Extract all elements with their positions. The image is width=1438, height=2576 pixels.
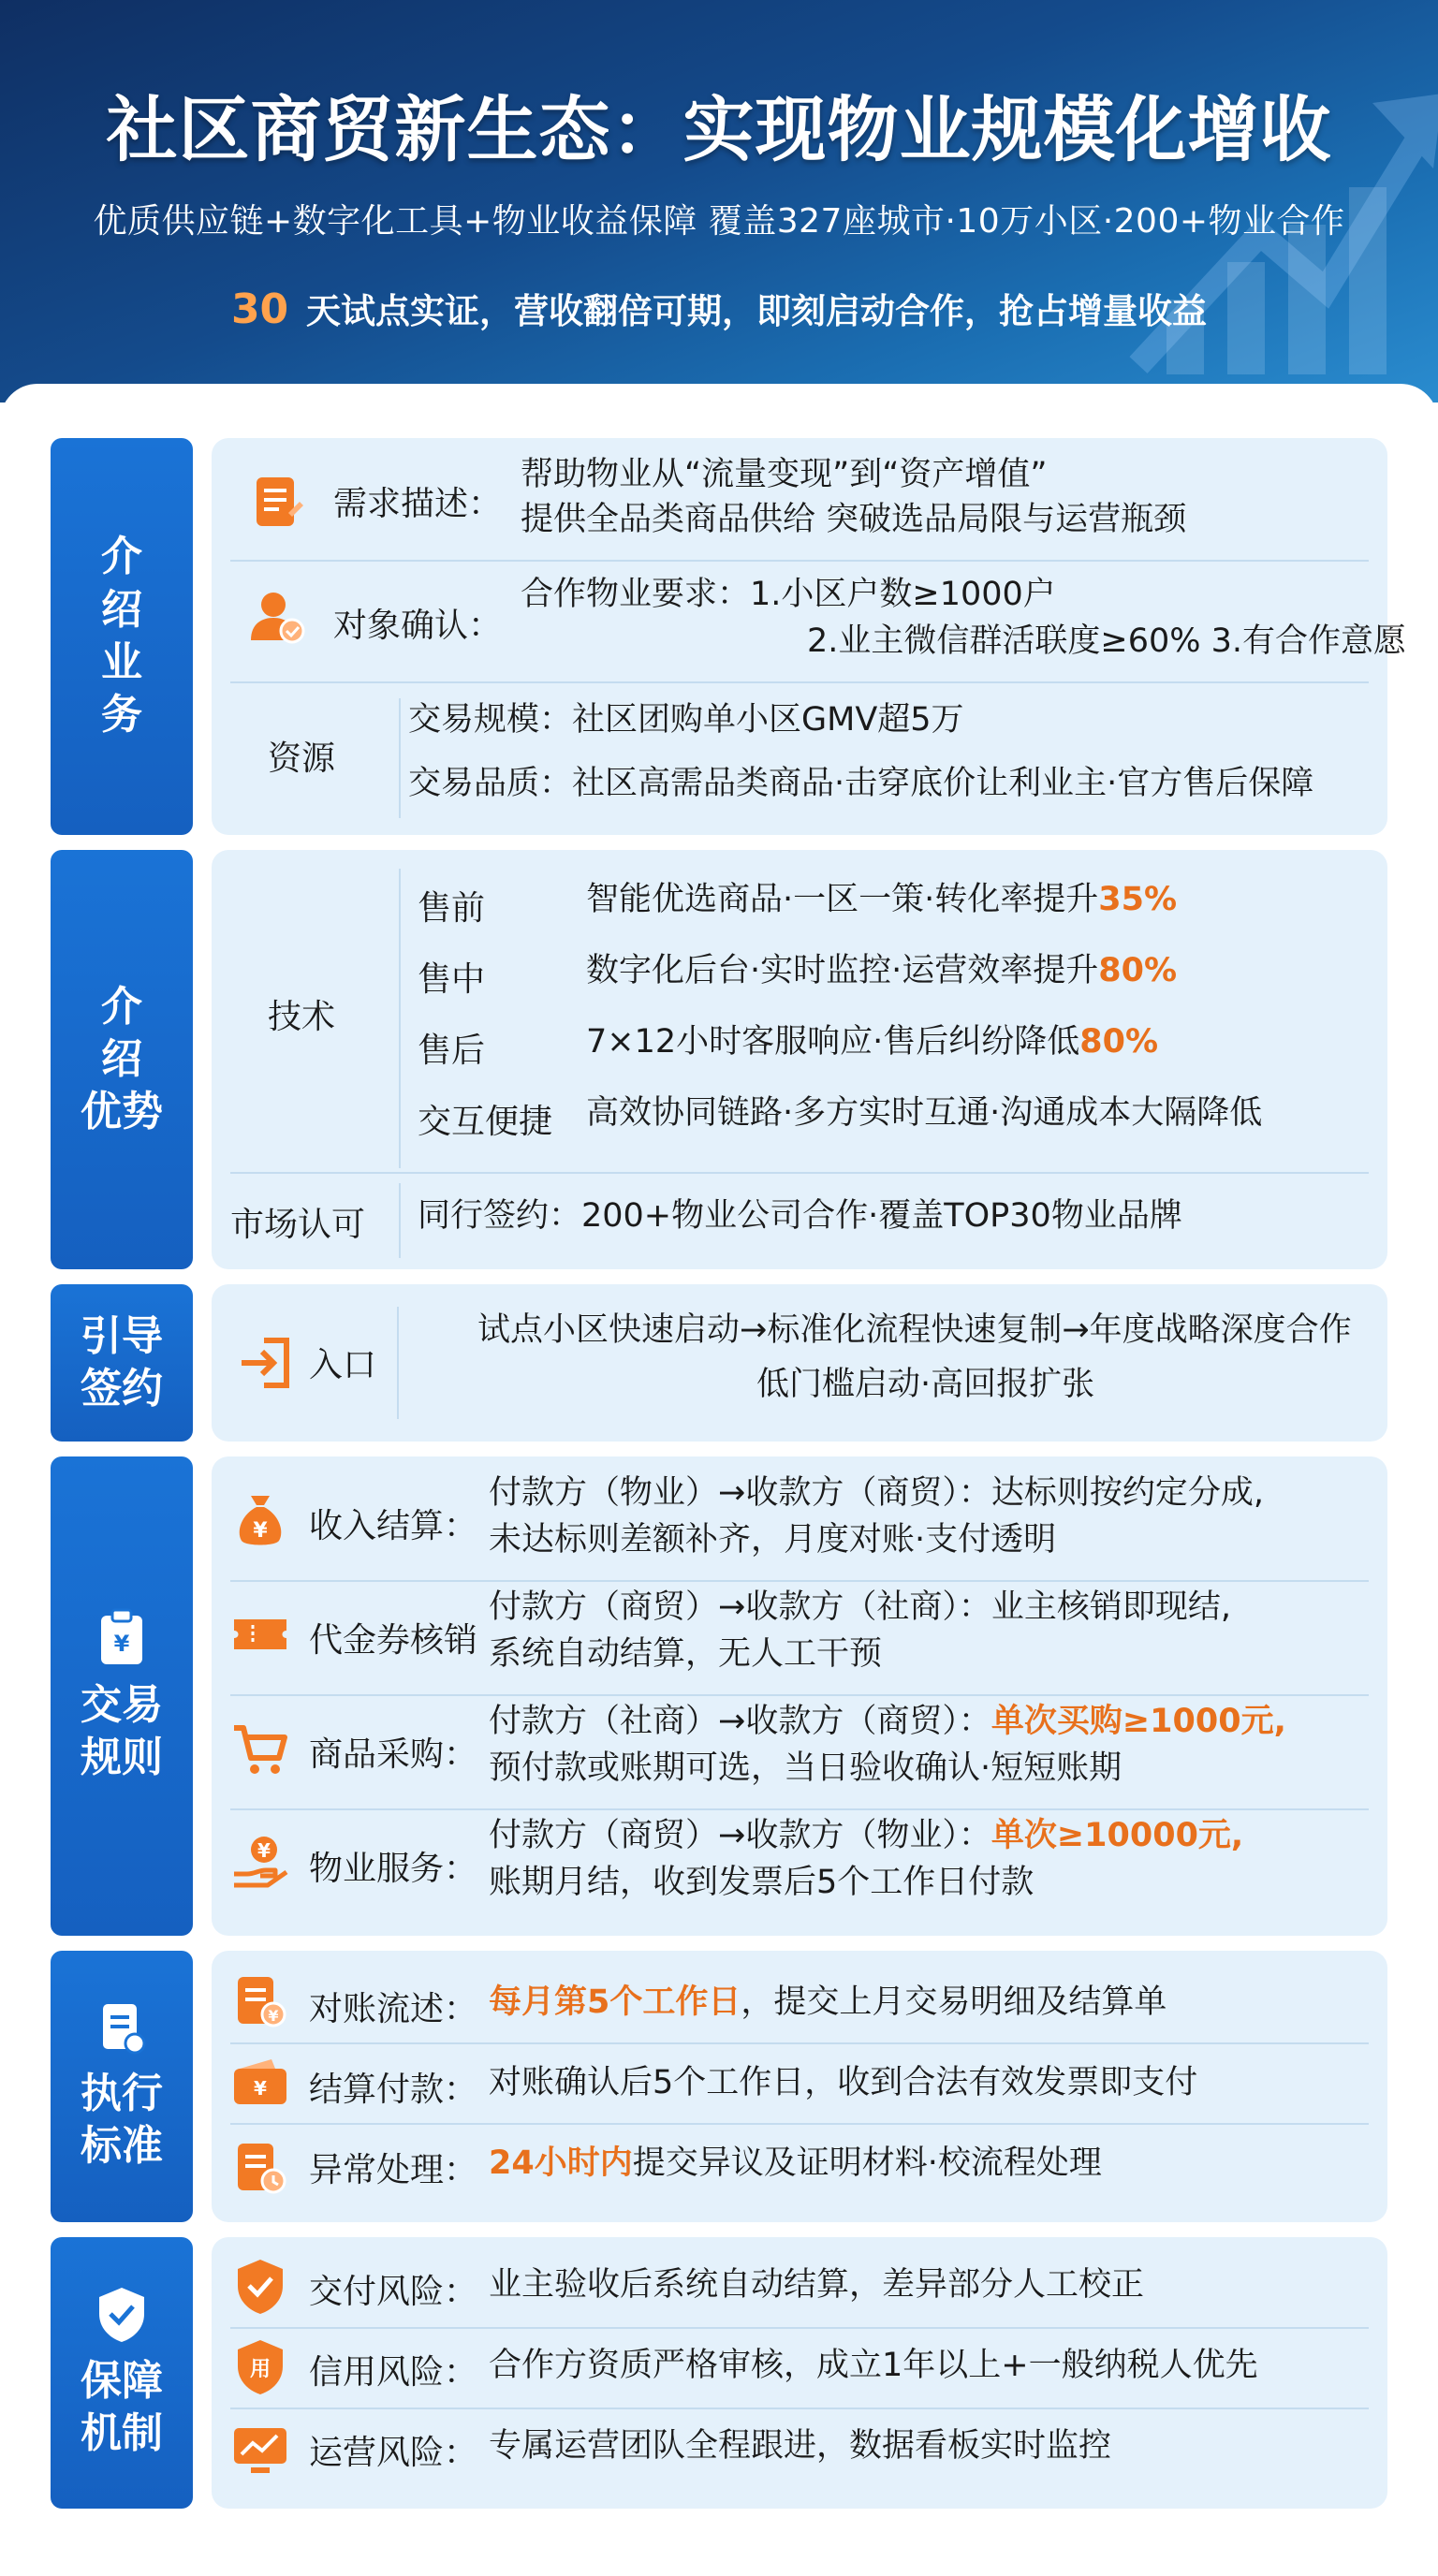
section-side-label xyxy=(51,1284,193,1442)
exec-row-label: 结算付款： xyxy=(309,2071,478,2109)
exec-row-highlight: 24小时内 xyxy=(489,2144,633,2182)
exec-row-text: 提交异议及证明材料·校流程处理 xyxy=(632,2144,1102,2182)
section-signing xyxy=(51,1284,1387,1442)
section-advantages xyxy=(51,850,1387,1269)
vertical-divider xyxy=(399,698,401,818)
tagline xyxy=(0,283,1438,333)
user-check-icon xyxy=(247,586,307,646)
trade-row-label: 收入结算： xyxy=(309,1507,478,1545)
exec-row-text: ，提交上月交易明细及结算单 xyxy=(741,1983,1167,2021)
divider xyxy=(230,681,1369,683)
divider xyxy=(230,1694,1369,1696)
side-char: 签约 xyxy=(81,1365,163,1412)
section-panel xyxy=(212,1951,1387,2222)
trade-row-label: 代金券核销 xyxy=(309,1621,478,1660)
tech-row-text: 数字化后台·实时监控·运营效率提升 xyxy=(586,952,1099,989)
trade-row-label: 物业服务： xyxy=(309,1850,478,1888)
exec-row-value xyxy=(489,1979,1167,2027)
section-side-label xyxy=(51,438,193,835)
risk-row-label: 运营风险： xyxy=(309,2434,478,2472)
clipboard-yuan-icon xyxy=(95,1608,148,1668)
exec-row-label: 对账流述： xyxy=(309,1990,478,2028)
section-trade-rules xyxy=(51,1456,1387,1936)
tech-row-text: 高效协同链路·多方实时互通·沟通成本大隔降低 xyxy=(586,1094,1263,1132)
side-char: 机制 xyxy=(81,2409,163,2457)
trade-row-highlight: 单次买购≥1000元, xyxy=(990,1703,1286,1740)
divider xyxy=(230,2327,1369,2329)
market-label: 市场认可 xyxy=(230,1206,366,1244)
wallet-icon xyxy=(230,2054,290,2114)
reconcile-doc-icon xyxy=(230,1971,290,2031)
section-side-label xyxy=(51,1951,193,2222)
tech-row-key: 交互便捷 xyxy=(418,1103,553,1141)
monitor-chart-icon xyxy=(230,2421,290,2481)
page-title: 社区商贸新生态：实现物业规模化增收 xyxy=(106,88,1332,171)
tech-row-key: 售中 xyxy=(418,960,486,999)
resource-line-2: 交易品质：社区高需品类商品·击穿底价让利业主·官方售后保障 xyxy=(408,765,1314,802)
trade-row-text: 付款方（社商）→收款方（商贸）： xyxy=(489,1703,991,1740)
section-side-label xyxy=(51,850,193,1269)
section-panel xyxy=(212,1284,1387,1442)
divider xyxy=(230,1808,1369,1810)
trade-row-line-1 xyxy=(489,1812,1243,1860)
entry-label: 入口 xyxy=(309,1346,377,1384)
risk-row-value: 专属运营团队全程跟进，数据看板实时监控 xyxy=(489,2427,1112,2465)
tech-row-text: 7×12小时客服响应·售后纠纷降低 xyxy=(586,1023,1080,1061)
section-side-label xyxy=(51,2237,193,2509)
trade-row-line-2: 账期月结，收到发票后5个工作日付款 xyxy=(489,1864,1034,1901)
trade-row-line-1 xyxy=(489,1698,1286,1746)
svg-text:¥: ¥ xyxy=(113,1630,130,1657)
entry-line-2: 低门槛启动·高回报扩张 xyxy=(756,1366,1095,1403)
section-guarantee xyxy=(51,2237,1387,2509)
risk-row-label: 交付风险： xyxy=(309,2273,478,2311)
side-char: 标准 xyxy=(81,2122,163,2170)
side-char: 规则 xyxy=(81,1734,163,1781)
trade-row-line-1 xyxy=(489,1470,1264,1517)
trade-row-text: 付款方（商贸）→收款方（物业）： xyxy=(489,1817,991,1854)
section-panel xyxy=(212,438,1407,835)
page-subtitle: 优质供应链+数字化工具+物业收益保障 覆盖327座城市·10万小区·200+物业合作 xyxy=(93,202,1345,241)
risk-row-value: 业主验收后系统自动结算，差异部分人工校正 xyxy=(489,2266,1145,2304)
trade-row-text: 付款方（物业）→收款方（商贸）：达标则按约定分成, xyxy=(489,1474,1264,1512)
risk-row-value: 合作方资质严格审核，成立1年以上+一般纳税人优先 xyxy=(489,2347,1258,2384)
exec-row-highlight: 每月第5个工作日 xyxy=(489,1983,741,2021)
section-execution-standards xyxy=(51,1951,1387,2222)
exec-row-value xyxy=(489,2059,1197,2107)
vertical-divider xyxy=(397,1307,399,1419)
side-char: 引导 xyxy=(81,1311,163,1360)
tech-row-highlight: 35% xyxy=(1098,881,1178,918)
section-side-label xyxy=(51,1456,193,1936)
tech-row-key: 售后 xyxy=(418,1032,486,1070)
trade-row-line-2: 预付款或账期可选，当日验收确认·短短账期 xyxy=(489,1749,1123,1787)
target-line-1: 合作物业要求：1.小区户数≥1000户 xyxy=(521,576,1056,613)
credit-shield-char: 用 xyxy=(249,2358,271,2381)
shield-check-icon xyxy=(95,2286,148,2344)
credit-shield-icon xyxy=(230,2336,290,2396)
side-char: 执行 xyxy=(81,2069,163,2117)
trade-row-text: 付款方（商贸）→收款方（社商）：业主核销即现结, xyxy=(489,1588,1231,1626)
side-char: 优势 xyxy=(81,1088,163,1136)
vertical-divider xyxy=(399,1183,401,1258)
trade-row-line-2: 系统自动结算，无人工干预 xyxy=(489,1635,883,1673)
section-panel xyxy=(212,2237,1387,2509)
coupon-icon xyxy=(230,1604,290,1664)
svg-text:¥: ¥ xyxy=(254,2077,267,2100)
tech-row-highlight: 80% xyxy=(1079,1023,1159,1061)
divider xyxy=(230,2042,1369,2044)
tech-row-value xyxy=(586,876,1177,924)
exec-row-label: 异常处理： xyxy=(309,2151,478,2189)
side-char: 绍 xyxy=(101,585,142,634)
money-bag-icon xyxy=(230,1490,290,1550)
resource-label: 资源 xyxy=(268,739,336,778)
document-icon xyxy=(247,472,307,532)
tech-label: 技术 xyxy=(268,998,336,1036)
side-char: 绍 xyxy=(101,1034,142,1083)
shopping-cart-icon xyxy=(230,1719,290,1778)
trade-row-label: 商品采购： xyxy=(309,1735,478,1774)
svg-text:¥: ¥ xyxy=(268,2007,279,2025)
tech-row-value xyxy=(586,947,1177,995)
market-text: 同行签约：200+物业公司合作·覆盖TOP30物业品牌 xyxy=(418,1197,1182,1235)
resource-line-1: 交易规模：社区团购单小区GMV超5万 xyxy=(408,701,964,739)
divider xyxy=(230,2408,1369,2409)
need-line-2: 提供全品类商品供给 突破选品局限与运营瓶颈 xyxy=(521,501,1187,538)
entry-line-1: 试点小区快速启动→标准化流程快速复制→年度战略深度合作 xyxy=(477,1311,1352,1349)
svg-text:¥: ¥ xyxy=(257,1839,271,1862)
receipt-icon xyxy=(95,2000,148,2056)
side-char: 交易 xyxy=(81,1680,163,1729)
tech-row-text: 智能优选商品·一区一策·转化率提升 xyxy=(586,881,1099,918)
tech-row-value xyxy=(586,1018,1158,1066)
hand-coin-icon xyxy=(230,1833,290,1893)
tagline-text: 天试点实证，营收翻倍可期，即刻启动合作，抢占增量收益 xyxy=(294,291,1208,331)
side-char: 务 xyxy=(101,691,142,739)
side-char: 介 xyxy=(101,982,142,1031)
section-panel xyxy=(212,1456,1387,1936)
need-line-1: 帮助物业从“流量变现”到“资产增值” xyxy=(521,456,1048,493)
divider xyxy=(230,1580,1369,1582)
exec-row-text: 对账确认后5个工作日，收到合法有效发票即支付 xyxy=(489,2064,1198,2101)
side-char: 保障 xyxy=(81,2356,163,2405)
tagline-number: 30 xyxy=(230,285,289,333)
header-banner xyxy=(0,0,1438,402)
target-label: 对象确认： xyxy=(333,607,503,645)
section-business-intro xyxy=(51,438,1407,835)
trade-row-line-2: 未达标则差额补齐，月度对账·支付透明 xyxy=(489,1521,1057,1559)
divider xyxy=(230,2123,1369,2125)
exception-doc-icon xyxy=(230,2138,290,2198)
login-entry-icon xyxy=(236,1333,296,1393)
tech-row-highlight: 80% xyxy=(1098,952,1178,989)
side-char: 介 xyxy=(101,533,142,581)
tech-row-key: 售前 xyxy=(418,889,486,928)
shield-check-orange-icon xyxy=(230,2256,290,2316)
target-line-2: 2.业主微信群活联度≥60% 3.有合作意愿 xyxy=(807,622,1407,660)
divider xyxy=(230,1172,1369,1174)
section-panel xyxy=(212,850,1387,1269)
trade-row-highlight: 单次≥10000元, xyxy=(990,1817,1244,1854)
divider xyxy=(230,560,1369,562)
exec-row-value xyxy=(489,2140,1102,2188)
trade-row-line-1 xyxy=(489,1584,1231,1632)
risk-row-label: 信用风险： xyxy=(309,2353,478,2392)
svg-text:¥: ¥ xyxy=(253,1519,268,1543)
vertical-divider xyxy=(399,869,401,1168)
side-char: 业 xyxy=(101,638,142,686)
need-label: 需求描述： xyxy=(333,485,503,523)
tech-row-value xyxy=(586,1090,1262,1137)
